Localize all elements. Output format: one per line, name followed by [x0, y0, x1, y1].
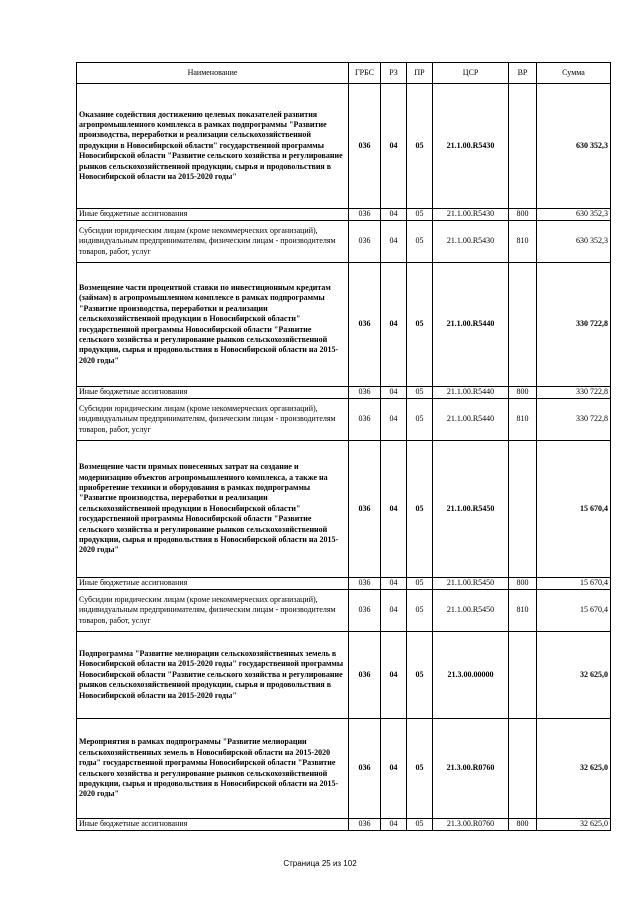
row-pr: 05	[407, 387, 433, 399]
row-rz: 04	[381, 441, 407, 578]
row-csr: 21.3.00.R0760	[433, 719, 509, 819]
row-grbs: 036	[349, 399, 381, 441]
table-header-row	[77, 63, 611, 84]
row-csr: 21.1.00.R5430	[433, 84, 509, 209]
row-rz: 04	[381, 578, 407, 590]
table-row	[77, 590, 611, 632]
row-csr: 21.1.00.R5430	[433, 209, 509, 221]
row-vr: 800	[509, 819, 537, 831]
row-rz: 04	[381, 399, 407, 441]
row-vr: 800	[509, 387, 537, 399]
row-sum: 630 352,3	[537, 221, 611, 263]
row-vr: 810	[509, 590, 537, 632]
table-row	[77, 578, 611, 590]
row-csr: 21.3.00.00000	[433, 632, 509, 719]
row-pr: 05	[407, 441, 433, 578]
row-vr: 800	[509, 578, 537, 590]
row-vr	[509, 719, 537, 819]
row-pr: 05	[407, 209, 433, 221]
row-sum: 630 352,3	[537, 209, 611, 221]
table-row	[77, 84, 611, 209]
row-grbs: 036	[349, 221, 381, 263]
row-rz: 04	[381, 209, 407, 221]
row-vr	[509, 632, 537, 719]
table-row	[77, 263, 611, 387]
row-name: Мероприятия в рамках подпрограммы "Развитие мелиорации сельскохозяйственных земель в Новосибирской области на 2015-2020 годы" государственной программы Новосибирской области "Развитие сельского хозяйства и регулирование рынков сельскохозяйственной продукции, сырья и продовольствия в Новосибирской области на 2015-2020 годы"	[77, 719, 349, 819]
row-sum: 32 625,0	[537, 632, 611, 719]
table-row	[77, 221, 611, 263]
header-grbs: ГРБС	[349, 63, 381, 84]
row-vr: 800	[509, 209, 537, 221]
row-csr: 21.1.00.R5440	[433, 263, 509, 387]
row-csr: 21.3.00.R0760	[433, 819, 509, 831]
row-rz: 04	[381, 819, 407, 831]
row-pr: 05	[407, 590, 433, 632]
row-pr: 05	[407, 399, 433, 441]
row-sum: 15 670,4	[537, 590, 611, 632]
row-grbs: 036	[349, 590, 381, 632]
row-vr: 810	[509, 399, 537, 441]
table-row	[77, 209, 611, 221]
row-rz: 04	[381, 84, 407, 209]
row-name: Возмещение части прямых понесенных затрат на создание и модернизацию объектов агропромышленного комплекса, а также на приобретение техники и оборудования в рамках подпрограммы "Развитие производства, переработки и реализации сельскохозяйственной продукции в Новосибирской области" государственной программы Новосибирской области "Развитие сельского хозяйства и регулирование рынков сельскохозяйственной продукции, сырья и продовольствия в Новосибирской области на 2015-2020 годы"	[77, 441, 349, 578]
row-sum: 32 625,0	[537, 719, 611, 819]
row-sum: 330 722,8	[537, 263, 611, 387]
row-sum: 630 352,3	[537, 84, 611, 209]
row-vr: 810	[509, 221, 537, 263]
row-sum: 15 670,4	[537, 578, 611, 590]
row-grbs: 036	[349, 632, 381, 719]
header-name: Наименование	[77, 63, 349, 84]
row-pr: 05	[407, 221, 433, 263]
table-row	[77, 387, 611, 399]
table-row	[77, 819, 611, 831]
row-name: Субсидии юридическим лицам (кроме некоммерческих организаций), индивидуальным предпринимателям, физическим лицам - производителям товаров, работ, услуг	[77, 399, 349, 441]
table-row	[77, 441, 611, 578]
row-vr	[509, 441, 537, 578]
row-name: Иные бюджетные ассигнования	[77, 578, 349, 590]
row-pr: 05	[407, 263, 433, 387]
row-grbs: 036	[349, 441, 381, 578]
row-grbs: 036	[349, 719, 381, 819]
table-row	[77, 399, 611, 441]
row-sum: 32 625,0	[537, 819, 611, 831]
row-sum: 330 722,8	[537, 387, 611, 399]
row-rz: 04	[381, 387, 407, 399]
row-name: Субсидии юридическим лицам (кроме некоммерческих организаций), индивидуальным предпринимателям, физическим лицам - производителям товаров, работ, услуг	[77, 590, 349, 632]
row-sum: 330 722,8	[537, 399, 611, 441]
header-vr: ВР	[509, 63, 537, 84]
row-pr: 05	[407, 578, 433, 590]
row-grbs: 036	[349, 84, 381, 209]
row-rz: 04	[381, 263, 407, 387]
row-vr	[509, 263, 537, 387]
row-csr: 21.1.00.R5440	[433, 387, 509, 399]
header-rz: РЗ	[381, 63, 407, 84]
row-csr: 21.1.00.R5450	[433, 441, 509, 578]
header-csr: ЦСР	[433, 63, 509, 84]
row-pr: 05	[407, 819, 433, 831]
row-csr: 21.1.00.R5440	[433, 399, 509, 441]
row-rz: 04	[381, 719, 407, 819]
table-row	[77, 632, 611, 719]
row-name: Иные бюджетные ассигнования	[77, 387, 349, 399]
page-number-footer: Страница 25 из 102	[283, 859, 357, 868]
row-pr: 05	[407, 632, 433, 719]
row-rz: 04	[381, 632, 407, 719]
row-grbs: 036	[349, 819, 381, 831]
row-name: Иные бюджетные ассигнования	[77, 209, 349, 221]
row-name: Возмещение части процентной ставки по инвестиционным кредитам (займам) в агропромышленном комплексе в рамках подпрограммы "Развитие производства, переработки и реализации сельскохозяйственной продукции в Новосибирской области" государственной программы Новосибирской области "Развитие сельского хозяйства и регулирование рынков сельскохозяйственной продукции, сырья и продовольствия в Новосибирской области на 2015-2020 годы"	[77, 263, 349, 387]
row-pr: 05	[407, 84, 433, 209]
header-pr: ПР	[407, 63, 433, 84]
row-pr: 05	[407, 719, 433, 819]
budget-table	[76, 62, 611, 831]
row-rz: 04	[381, 221, 407, 263]
table-row	[77, 719, 611, 819]
row-name: Иные бюджетные ассигнования	[77, 819, 349, 831]
header-sum: Сумма	[537, 63, 611, 84]
row-grbs: 036	[349, 209, 381, 221]
row-csr: 21.1.00.R5450	[433, 590, 509, 632]
row-csr: 21.1.00.R5430	[433, 221, 509, 263]
row-rz: 04	[381, 590, 407, 632]
row-vr	[509, 84, 537, 209]
row-csr: 21.1.00.R5450	[433, 578, 509, 590]
row-name: Оказание содействия достижению целевых показателей развития агропромышленного комплекса в рамках подпрограммы "Развитие производства, переработки и реализации сельскохозяйственной продукции в Новосибирской области" государственной программы Новосибирской области "Развитие сельского хозяйства и регулирование рынков сельскохозяйственной продукции, сырья и продовольствия в Новосибирской области на 2015-2020 годы"	[77, 84, 349, 209]
row-grbs: 036	[349, 263, 381, 387]
row-sum: 15 670,4	[537, 441, 611, 578]
row-name: Подпрограмма "Развитие мелиорации сельскохозяйственных земель в Новосибирской области на 2015-2020 годы" государственной программы Новосибирской области "Развитие сельского хозяйства и регулирование рынков сельскохозяйственной продукции, сырья и продовольствия в Новосибирской области на 2015-2020 годы"	[77, 632, 349, 719]
row-name: Субсидии юридическим лицам (кроме некоммерческих организаций), индивидуальным предпринимателям, физическим лицам - производителям товаров, работ, услуг	[77, 221, 349, 263]
row-grbs: 036	[349, 387, 381, 399]
row-grbs: 036	[349, 578, 381, 590]
